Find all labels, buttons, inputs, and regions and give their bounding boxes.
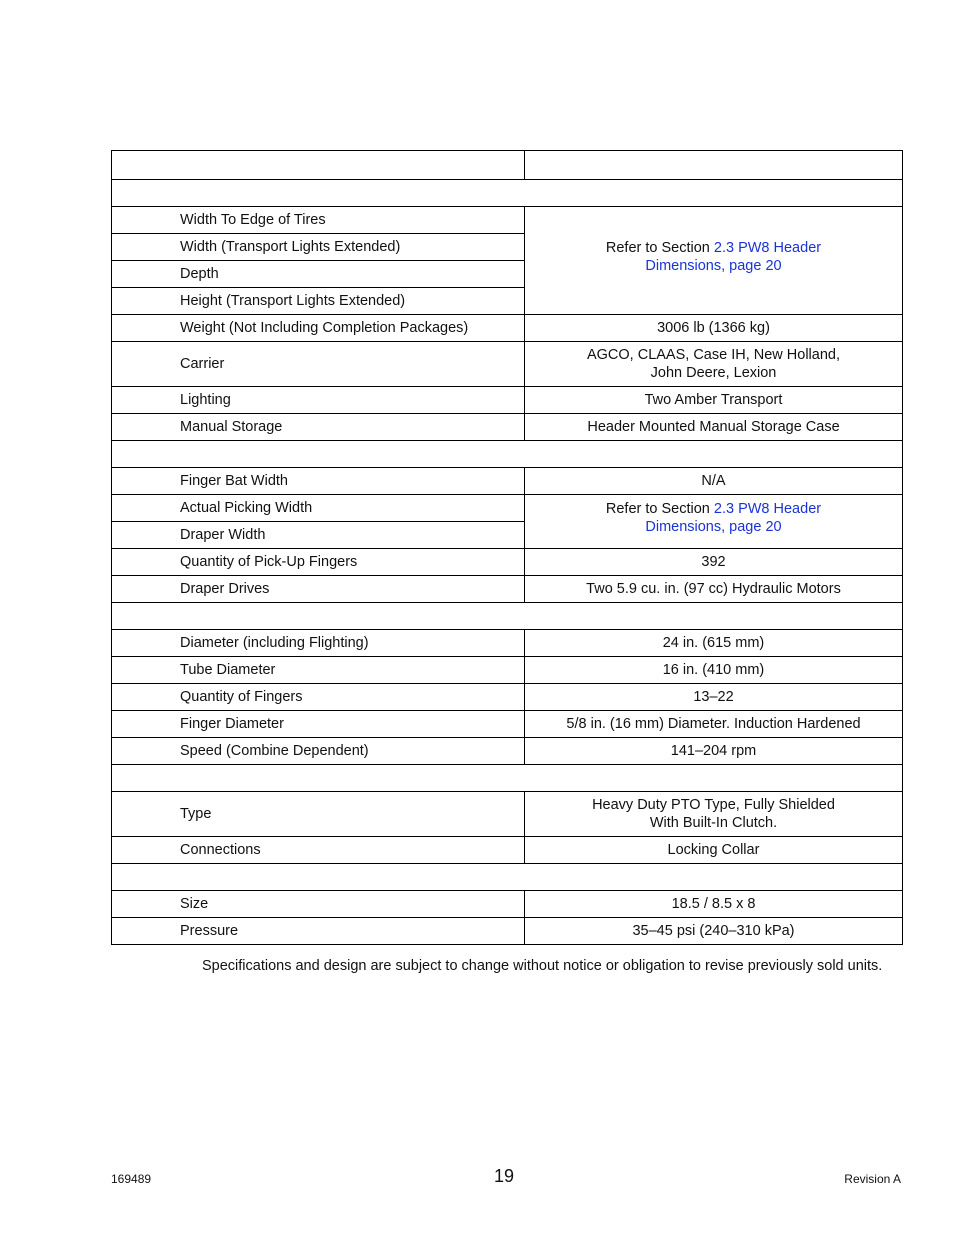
spec-label: Finger Bat Width [112,468,525,495]
spec-value: 35–45 psi (240–310 kPa) [525,918,903,945]
spec-label: Weight (Not Including Completion Packages) [112,315,525,342]
refer-cell [525,207,903,315]
page-number: 19 [494,1166,515,1186]
section-row [112,765,903,792]
spec-label: Type [112,792,525,837]
value-line: With Built-In Clutch. [649,815,778,831]
refer-cell [525,495,903,549]
spec-value: N/A [525,468,903,495]
section-heading [112,441,903,468]
spec-label: Depth [112,261,525,288]
spec-value: Locking Collar [525,837,903,864]
table-row [112,468,903,495]
value-line: AGCO, CLAAS, Case IH, New Holland, [586,347,841,363]
table-row [112,918,903,945]
spec-label: Draper Width [112,522,525,549]
spec-label: Diameter (including Flighting) [112,630,525,657]
spec-value [525,342,903,387]
revision-label: Revision A [844,1172,901,1186]
table-header-row [112,151,903,180]
table-row [112,495,903,522]
spec-label: Connections [112,837,525,864]
spec-label: Width (Transport Lights Extended) [112,234,525,261]
table-row [112,657,903,684]
spec-label: Size [112,891,525,918]
header-cell [112,151,525,180]
spec-label: Lighting [112,387,525,414]
spec-value [525,792,903,837]
table-row [112,342,903,387]
document-number: 169489 [111,1172,152,1186]
table-row [112,630,903,657]
value-line: John Deere, Lexion [650,365,777,381]
spec-label: Manual Storage [112,414,525,441]
table-row [112,738,903,765]
table-row [112,207,903,234]
table-row [112,837,903,864]
spec-value: 3006 lb (1366 kg) [525,315,903,342]
table-row [112,711,903,738]
value-line: Heavy Duty PTO Type, Fully Shielded [592,797,835,813]
spec-label: Actual Picking Width [112,495,525,522]
section-row [112,180,903,207]
spec-label: Pressure [112,918,525,945]
spec-label: Draper Drives [112,576,525,603]
section-link[interactable]: 2.3 PW8 Header [713,500,822,517]
spec-label: Quantity of Pick-Up Fingers [112,549,525,576]
spec-value: 13–22 [525,684,903,711]
refer-prefix: Refer to Section [605,500,714,517]
spec-value: 392 [525,549,903,576]
table-row [112,315,903,342]
spec-value: 18.5 / 8.5 x 8 [525,891,903,918]
table-row [112,684,903,711]
spec-value: 16 in. (410 mm) [525,657,903,684]
section-link[interactable]: 2.3 PW8 Header [713,239,822,256]
spec-value: 24 in. (615 mm) [525,630,903,657]
section-heading [112,765,903,792]
spec-value: Two Amber Transport [525,387,903,414]
spec-label: Quantity of Fingers [112,684,525,711]
spec-label: Finger Diameter [112,711,525,738]
header-cell [525,151,903,180]
table-row [112,387,903,414]
spec-label: Speed (Combine Dependent) [112,738,525,765]
table-row [112,891,903,918]
spec-value: Header Mounted Manual Storage Case [525,414,903,441]
refer-prefix: Refer to Section [605,239,714,256]
table-row [112,792,903,837]
section-row [112,864,903,891]
section-row [112,603,903,630]
spec-value: 141–204 rpm [525,738,903,765]
spec-label: Width To Edge of Tires [112,207,525,234]
section-heading [112,864,903,891]
table-row [112,549,903,576]
spec-value: Two 5.9 cu. in. (97 cc) Hydraulic Motors [525,576,903,603]
spec-value: 5/8 in. (16 mm) Diameter. Induction Hardened [525,711,903,738]
page-link[interactable]: Dimensions, page 20 [645,257,782,274]
table-row [112,576,903,603]
specifications-table [111,150,903,945]
section-heading [112,180,903,207]
spec-label: Carrier [112,342,525,387]
spec-label: Tube Diameter [112,657,525,684]
spec-label: Height (Transport Lights Extended) [112,288,525,315]
table-row [112,414,903,441]
specifications-note: Specifications and design are subject to change without notice or obligation to revise previously sold units. [202,958,883,974]
page-link[interactable]: Dimensions, page 20 [645,518,782,535]
section-row [112,441,903,468]
section-heading [112,603,903,630]
